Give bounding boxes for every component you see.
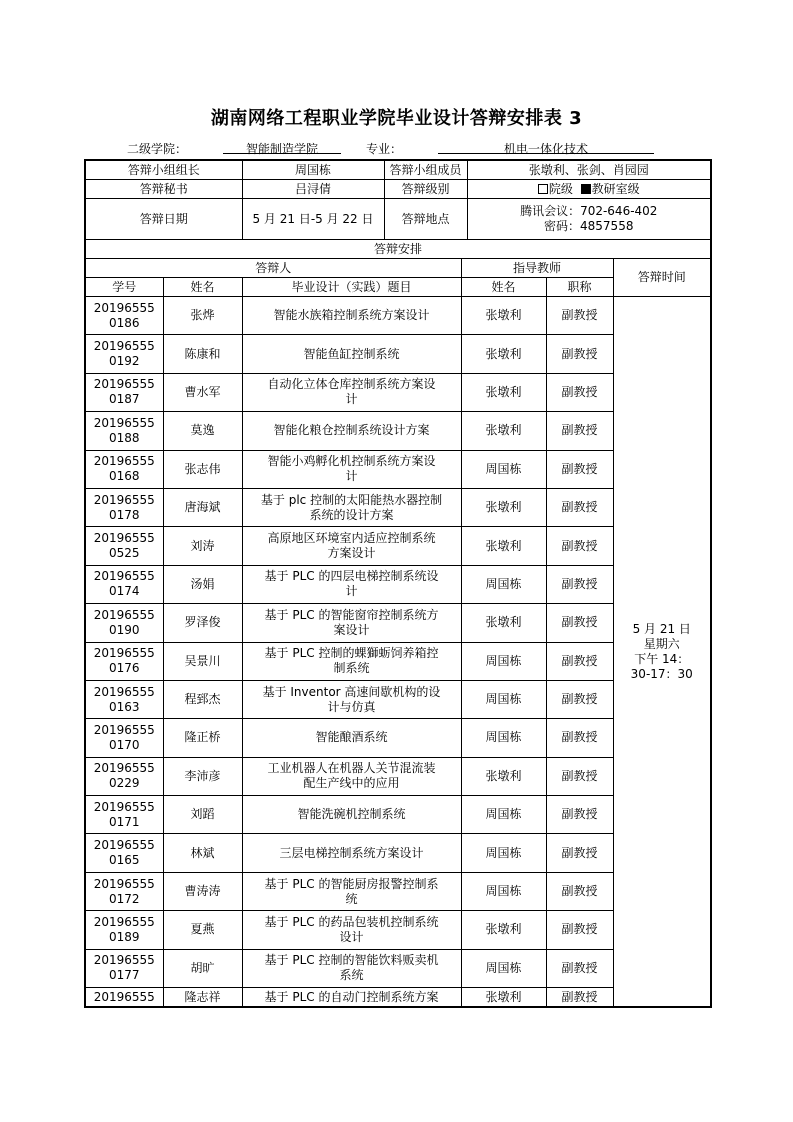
student-id-cell: 20196555 0163	[85, 680, 163, 718]
schedule-title-row	[85, 240, 711, 259]
student-name-cell: 刘涛	[163, 527, 242, 565]
advisor-name-cell: 张墩利	[461, 335, 546, 373]
student-id-cell: 20196555	[85, 988, 163, 1008]
student-name-cell: 隆正桥	[163, 719, 242, 757]
info-row-secretary	[85, 180, 711, 199]
topic-cell: 高原地区环境室内适应控制系统 方案设计	[242, 527, 461, 565]
topic-cell: 基于 Inventor 高速间歇机构的设 计与仿真	[242, 680, 461, 718]
student-id-cell: 20196555 0188	[85, 412, 163, 450]
header-row-groups	[85, 259, 711, 278]
advisor-title-cell: 副教授	[546, 796, 613, 834]
advisor-name-cell: 周国栋	[461, 642, 546, 680]
student-id-cell: 20196555 0186	[85, 297, 163, 335]
student-name-cell: 张志伟	[163, 450, 242, 488]
student-name-cell: 张烨	[163, 297, 242, 335]
advisor-title-cell: 副教授	[546, 680, 613, 718]
advisor-title-cell: 副教授	[546, 604, 613, 642]
advisor-title-cell: 副教授	[546, 757, 613, 795]
advisor-title-cell: 副教授	[546, 412, 613, 450]
topic-cell: 基于 PLC 的智能窗帘控制系统方 案设计	[242, 604, 461, 642]
secretary-value: 吕浔倩	[242, 180, 384, 199]
topic-cell: 基于 PLC 控制的智能饮料贩卖机 系统	[242, 949, 461, 987]
student-name-cell: 隆志祥	[163, 988, 242, 1008]
topic-cell: 智能小鸡孵化机控制系统方案设 计	[242, 450, 461, 488]
advisor-title-cell: 副教授	[546, 488, 613, 526]
advisor-title-cell: 副教授	[546, 335, 613, 373]
advisor-name-cell: 张墩利	[461, 604, 546, 642]
advisor-title-cell: 副教授	[546, 565, 613, 603]
advisor-title-cell: 副教授	[546, 373, 613, 411]
advisor-title-cell: 副教授	[546, 642, 613, 680]
advisor-name-cell: 周国栋	[461, 796, 546, 834]
student-name-cell: 莫逸	[163, 412, 242, 450]
student-name-cell: 胡旷	[163, 949, 242, 987]
student-name-cell: 曹涛涛	[163, 872, 242, 910]
student-rows	[85, 297, 711, 1008]
topic-cell: 智能酿酒系统	[242, 719, 461, 757]
advisor-name-header: 姓名	[461, 278, 546, 297]
student-name-cell: 夏燕	[163, 911, 242, 949]
student-id-cell: 20196555 0170	[85, 719, 163, 757]
advisor-name-cell: 周国栋	[461, 834, 546, 872]
leader-value: 周国栋	[242, 160, 384, 180]
info-row-leader	[85, 160, 711, 180]
info-row-date	[85, 199, 711, 240]
student-id-cell: 20196555 0192	[85, 335, 163, 373]
topic-cell: 工业机器人在机器人关节混流装 配生产线中的应用	[242, 757, 461, 795]
student-id-cell: 20196555 0190	[85, 604, 163, 642]
table-row	[85, 297, 711, 335]
place-line1: 腾讯会议：702-646-402	[520, 204, 658, 218]
date-label: 答辩日期	[85, 199, 242, 240]
advisor-title-cell: 副教授	[546, 719, 613, 757]
advisor-name-cell: 张墩利	[461, 297, 546, 335]
student-id-cell: 20196555 0189	[85, 911, 163, 949]
advisor-name-cell: 周国栋	[461, 565, 546, 603]
level-option1-label: 院级	[548, 181, 573, 196]
student-name-cell: 刘蹈	[163, 796, 242, 834]
topic-cell: 三层电梯控制系统方案设计	[242, 834, 461, 872]
advisor-title-cell: 副教授	[546, 872, 613, 910]
major-label: 专业：	[366, 142, 403, 156]
student-id-header: 学号	[85, 278, 163, 297]
level-option1-checkbox[interactable]	[538, 184, 548, 194]
college-value: 智能制造学院	[245, 142, 318, 156]
student-name-cell: 林斌	[163, 834, 242, 872]
advisor-name-cell: 周国栋	[461, 680, 546, 718]
schedule-title: 答辩安排	[85, 240, 711, 259]
secretary-label: 答辩秘书	[85, 180, 242, 199]
advisor-name-cell: 周国栋	[461, 872, 546, 910]
advisor-title-cell: 副教授	[546, 988, 613, 1008]
advisor-group-header: 指导教师	[461, 259, 613, 278]
topic-cell: 智能化粮仓控制系统设计方案	[242, 412, 461, 450]
advisor-name-cell: 张墩利	[461, 412, 546, 450]
advisor-title-cell: 副教授	[546, 911, 613, 949]
topic-cell: 基于 PLC 控制的蜾獅蛎饲养箱控 制系统	[242, 642, 461, 680]
advisor-name-cell: 周国栋	[461, 949, 546, 987]
advisor-name-cell: 张墩利	[461, 757, 546, 795]
student-name-cell: 程郅杰	[163, 680, 242, 718]
major-value: 机电一体化技术	[503, 142, 588, 156]
place-value	[467, 199, 711, 240]
advisor-name-cell: 张墩利	[461, 488, 546, 526]
student-id-cell: 20196555 0174	[85, 565, 163, 603]
student-name-cell: 唐海斌	[163, 488, 242, 526]
leader-label: 答辩小组组长	[85, 160, 242, 180]
student-name-cell: 李沛彦	[163, 757, 242, 795]
student-id-cell: 20196555 0178	[85, 488, 163, 526]
level-label: 答辩级别	[384, 180, 467, 199]
student-id-cell: 20196555 0229	[85, 757, 163, 795]
level-options	[467, 180, 711, 199]
time-cell: 5 月 21 日 星期六 下午 14： 30-17：30	[613, 297, 711, 1008]
advisor-name-cell: 张墩利	[461, 373, 546, 411]
advisor-name-cell: 张墩利	[461, 911, 546, 949]
time-header: 答辩时间	[613, 259, 711, 297]
topic-cell: 基于 PLC 的四层电梯控制系统设 计	[242, 565, 461, 603]
level-option2-checkbox[interactable]	[581, 184, 591, 194]
student-name-cell: 吴景川	[163, 642, 242, 680]
advisor-name-cell: 张墩利	[461, 527, 546, 565]
schedule-table	[84, 159, 712, 1008]
student-id-cell: 20196555 0525	[85, 527, 163, 565]
student-name-cell: 汤娟	[163, 565, 242, 603]
student-name-cell: 曹水军	[163, 373, 242, 411]
student-id-cell: 20196555 0168	[85, 450, 163, 488]
student-id-cell: 20196555 0172	[85, 872, 163, 910]
date-value: 5 月 21 日-5 月 22 日	[242, 199, 384, 240]
level-option2-label: 教研室级	[591, 181, 640, 196]
advisor-title-cell: 副教授	[546, 297, 613, 335]
student-id-cell: 20196555 0176	[85, 642, 163, 680]
advisor-title-cell: 副教授	[546, 834, 613, 872]
advisor-title-cell: 副教授	[546, 949, 613, 987]
student-id-cell: 20196555 0171	[85, 796, 163, 834]
place-label: 答辩地点	[384, 199, 467, 240]
student-name-cell: 陈康和	[163, 335, 242, 373]
advisor-title-cell: 副教授	[546, 527, 613, 565]
advisor-name-cell: 周国栋	[461, 450, 546, 488]
advisor-name-cell: 张墩利	[461, 988, 546, 1008]
topic-cell: 智能水族箱控制系统方案设计	[242, 297, 461, 335]
members-value: 张墩利、张剑、肖园园	[467, 160, 711, 180]
members-label: 答辩小组成员	[384, 160, 467, 180]
topic-cell: 基于 PLC 的自动门控制系统方案	[242, 988, 461, 1008]
advisor-title-cell: 副教授	[546, 450, 613, 488]
topic-header: 毕业设计（实践）题目	[242, 278, 461, 297]
student-name-cell: 罗泽俊	[163, 604, 242, 642]
topic-cell: 基于 plc 控制的太阳能热水器控制 系统的设计方案	[242, 488, 461, 526]
defender-group-header: 答辩人	[85, 259, 461, 278]
advisor-title-header: 职称	[546, 278, 613, 297]
topic-cell: 自动化立体仓库控制系统方案设 计	[242, 373, 461, 411]
advisor-name-cell: 周国栋	[461, 719, 546, 757]
student-id-cell: 20196555 0177	[85, 949, 163, 987]
topic-cell: 智能洗碗机控制系统	[242, 796, 461, 834]
topic-cell: 基于 PLC 的智能厨房报警控制系 统	[242, 872, 461, 910]
name-header: 姓名	[163, 278, 242, 297]
document-title: 湖南网络工程职业学院毕业设计答辩安排表 3	[210, 108, 583, 129]
student-id-cell: 20196555 0187	[85, 373, 163, 411]
college-label: 二级学院：	[127, 142, 188, 156]
place-line2: 密码：4857558	[544, 219, 634, 233]
topic-cell: 基于 PLC 的药品包装机控制系统 设计	[242, 911, 461, 949]
topic-cell: 智能鱼缸控制系统	[242, 335, 461, 373]
student-id-cell: 20196555 0165	[85, 834, 163, 872]
